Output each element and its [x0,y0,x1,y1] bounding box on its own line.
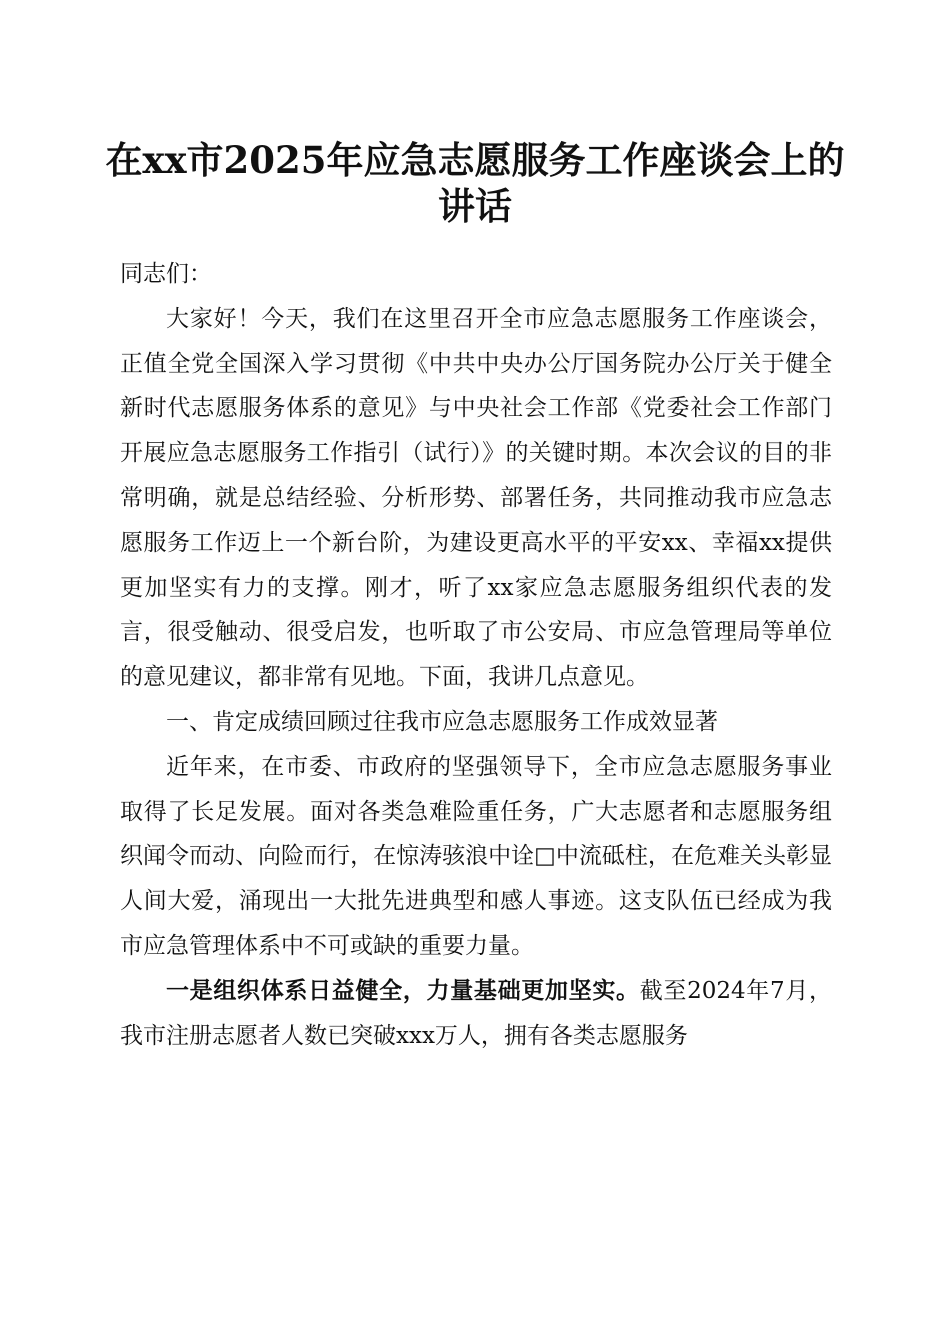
section-heading: 一、肯定成绩回顾过往我市应急志愿服务工作成效显著 [166,708,718,735]
opening-paragraph: 大家好！今天，我们在这里召开全市应急志愿服务工作座谈会，正值全党全国深入学习贯彻《中共中央办公厅国务院办公厅关于健全新时代志愿服务体系的意见》与中央社会工作部《党委社会工作部门开展应急志愿服务工作指引（试行）》的关键时期。本次会议的目的非常明确，就是总结经验、分析形势、部署任务，共同推动我市应急志愿服务工作迈上一个新台阶，为建设更高水平的平安xx、幸福xx提供更加坚实有力的支撑。刚才，听了xx家应急志愿服务组织代表的发言，很受触动、很受启发，也听取了市公安局、市应急管理局等单位的意见建议，都非常有见地。下面，我讲几点意见。 [120,305,832,691]
document-title-line-2: 讲话 [438,184,512,228]
document-title-line-1: 在xx市2025年应急志愿服务工作座谈会上的 [105,138,845,182]
point-one-paragraph [120,969,832,1059]
point-one-lead: 一是组织体系日益健全，力量基础更加坚实。 [166,976,640,1004]
point-one-text: 截至2024年7月，我市注册志愿者人数已突破xxx万人，拥有各类志愿服务 [120,977,832,1049]
document-body [120,252,832,1058]
section-paragraph: 近年来，在市委、市政府的坚强领导下，全市应急志愿服务事业取得了长足发展。面对各类急难险重任务，广大志愿者和志愿服务组织闻令而动、向险而行，在惊涛骇浪中诠□中流砥柱，在危难关头彰显人间大爱，涌现出一大批先进典型和感人事迹。这支队伍已经成为我市应急管理体系中不可或缺的重要力量。 [120,753,832,959]
salutation: 同志们： [120,261,212,287]
